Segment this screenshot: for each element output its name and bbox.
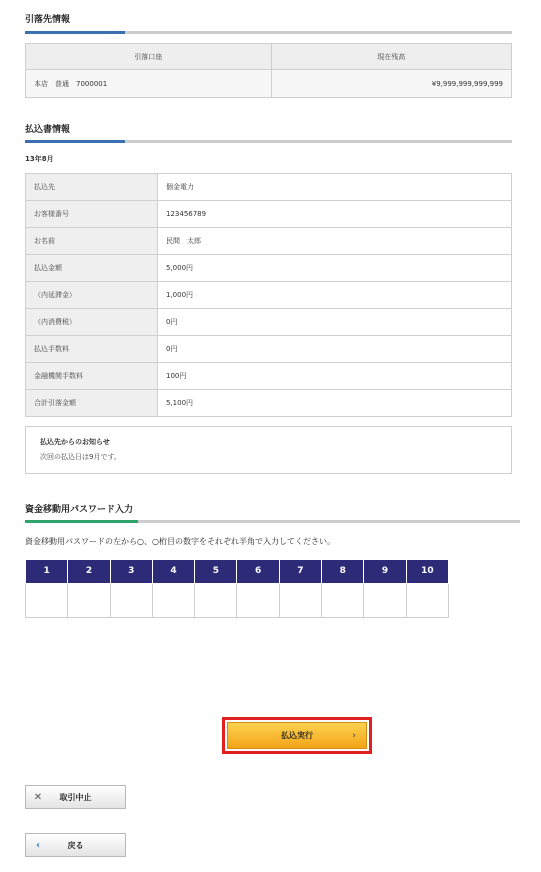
debit-section-title: 引落先情報 [25, 15, 71, 25]
chevron-right-icon: › [352, 730, 356, 741]
digit-input-cell[interactable] [322, 583, 364, 617]
row-value: 個金電力 [158, 174, 512, 201]
row-label: 払込金額 [26, 255, 158, 282]
table-row [26, 336, 512, 363]
digit-input-cell[interactable] [68, 583, 110, 617]
payee-notice-box [25, 426, 512, 474]
back-button-label: 戻る [67, 840, 84, 850]
digit-header: 6 [237, 560, 279, 583]
digit-header: 10 [406, 560, 448, 583]
row-value: 100円 [158, 363, 512, 390]
execute-payment-button[interactable] [227, 722, 367, 749]
row-label: 払込先 [26, 174, 158, 201]
row-label: （内延滞金） [26, 282, 158, 309]
digit-input-cell[interactable] [195, 583, 237, 617]
row-label: お名前 [26, 228, 158, 255]
digit-header: 7 [279, 560, 321, 583]
table-row [26, 390, 512, 417]
col-header-account: 引落口座 [26, 44, 272, 70]
row-label: お客様番号 [26, 201, 158, 228]
digit-input-cell[interactable] [237, 583, 279, 617]
cancel-button-label: 取引中止 [59, 792, 92, 802]
digit-input-cell[interactable] [406, 583, 448, 617]
bill-section-title: 払込書情報 [25, 125, 71, 135]
digit-input-cell[interactable] [152, 583, 194, 617]
digit-header: 4 [152, 560, 194, 583]
password-section-underline [25, 520, 520, 523]
chevron-left-icon: ‹ [35, 839, 41, 851]
digit-header: 8 [322, 560, 364, 583]
digit-header: 1 [26, 560, 68, 583]
row-value: 123456789 [158, 201, 512, 228]
row-value: 5,100円 [158, 390, 512, 417]
digit-header: 3 [110, 560, 152, 583]
close-icon: ✕ [33, 791, 43, 803]
digit-input-cell[interactable] [364, 583, 406, 617]
col-header-balance: 現在残高 [271, 44, 511, 70]
row-value: 1,000円 [158, 282, 512, 309]
table-row [26, 255, 512, 282]
row-value: 0円 [158, 336, 512, 363]
notice-body: 次回の払込日は9月です。 [40, 453, 121, 461]
row-label: 合計引落金額 [26, 390, 158, 417]
table-row [26, 174, 512, 201]
table-row [26, 309, 512, 336]
row-label: 金融機関手数料 [26, 363, 158, 390]
bill-period: 13年8月 [25, 155, 54, 163]
row-value: 5,000円 [158, 255, 512, 282]
digit-header: 9 [364, 560, 406, 583]
bill-section-underline [25, 140, 512, 143]
password-digit-grid [25, 560, 449, 618]
table-row [26, 228, 512, 255]
password-section-title: 資金移動用パスワード入力 [25, 505, 134, 515]
row-value: 0円 [158, 309, 512, 336]
bill-info-table [25, 173, 512, 417]
table-row [26, 282, 512, 309]
table-row [26, 201, 512, 228]
back-button[interactable] [25, 833, 126, 857]
row-label: 払込手数料 [26, 336, 158, 363]
digit-header: 2 [68, 560, 110, 583]
row-label: （内消費税） [26, 309, 158, 336]
balance-value: ¥9,999,999,999,999 [271, 70, 511, 98]
account-value: 本店 普通 7000001 [26, 70, 272, 98]
table-row [26, 363, 512, 390]
cancel-transaction-button[interactable] [25, 785, 126, 809]
execute-button-label: 払込実行 [281, 731, 313, 740]
digit-input-cell[interactable] [279, 583, 321, 617]
password-instruction: 資金移動用パスワードの左から○、○桁目の数字をそれぞれ半角で入力してください。 [25, 537, 335, 546]
execute-button-highlight [222, 717, 372, 754]
row-value: 民間 太郎 [158, 228, 512, 255]
digit-input-cell[interactable] [110, 583, 152, 617]
notice-title: 払込先からのお知らせ [40, 438, 110, 446]
digit-header: 5 [195, 560, 237, 583]
debit-section-underline [25, 31, 512, 34]
debit-account-table [25, 43, 512, 98]
digit-input-cell[interactable] [26, 583, 68, 617]
